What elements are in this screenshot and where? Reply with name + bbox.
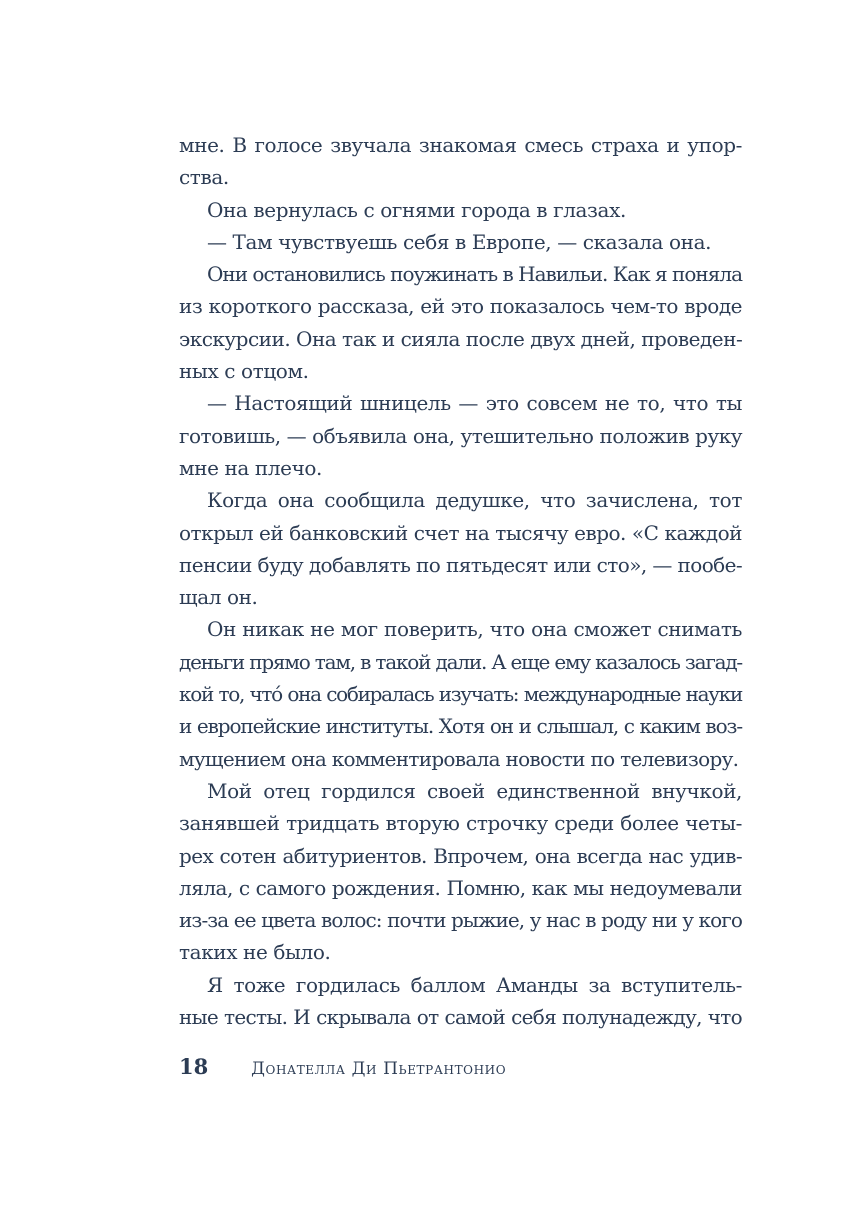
- text-line: из-за ее цвета волос: почти рыжие, у нас в роду ни у кого: [179, 908, 742, 933]
- text-line: готовишь, — объявила она, утешительно положив руку: [179, 423, 742, 448]
- running-head-author: Донателла Ди Пьетрантонио: [251, 1059, 507, 1079]
- text-line: пенсии буду добавлять по пятьдесят или сто», — пообе-: [179, 552, 742, 577]
- text-line: и европейские институты. Хотя он и слышал, с каким воз-: [179, 714, 742, 739]
- text-line: ства.: [179, 165, 229, 190]
- text-line: открыл ей банковский счет на тысячу евро. «С каждой: [179, 520, 742, 545]
- text-line: кой то, что́ она собиралась изучать: международные науки: [179, 682, 742, 707]
- text-line: — Там чувствуешь себя в Европе, — сказала она.: [207, 229, 712, 254]
- text-line: рех сотен абитуриентов. Впрочем, она всегда нас удив-: [179, 843, 742, 868]
- text-line: деньги прямо там, в такой дали. А еще ему казалось загад-: [179, 649, 742, 674]
- text-line: мущением она комментировала новости по телевизору.: [179, 746, 739, 771]
- page-footer: [179, 1052, 506, 1082]
- text-line: Она вернулась с огнями города в глазах.: [207, 197, 626, 222]
- text-line: Он никак не мог поверить, что она сможет снимать: [207, 617, 742, 642]
- text-line: Они остановились поужинать в Навильи. Как я поняла: [207, 262, 742, 287]
- text-line: ных с отцом.: [179, 359, 309, 384]
- text-line: Когда она сообщила дедушке, что зачислена, тот: [207, 488, 742, 513]
- text-line: Мой отец гордился своей единственной внучкой,: [207, 778, 742, 803]
- text-line: экскурсии. Она так и сияла после двух дней, проведен-: [179, 326, 743, 351]
- text-line: занявшей тридцать вторую строчку среди более четы-: [179, 811, 742, 836]
- page-number: 18: [179, 1054, 209, 1079]
- text-line: — Настоящий шницель — это совсем не то, что ты: [207, 391, 742, 416]
- text-line: ляла, с самого рождения. Помню, как мы недоумевали: [179, 875, 742, 900]
- text-line: из короткого рассказа, ей это показалось чем-то вроде: [179, 294, 742, 319]
- text-line: ные тесты. И скрывала от самой себя полунадежду, что: [179, 1005, 742, 1030]
- text-line: мне. В голосе звучала знакомая смесь страха и упор-: [179, 133, 742, 157]
- body-text: [179, 129, 742, 1033]
- text-line: мне на плечо.: [179, 455, 322, 480]
- text-line: таких не было.: [179, 940, 331, 965]
- text-line: щал он.: [179, 585, 258, 610]
- text-line: Я тоже гордилась баллом Аманды за вступитель-: [207, 972, 742, 997]
